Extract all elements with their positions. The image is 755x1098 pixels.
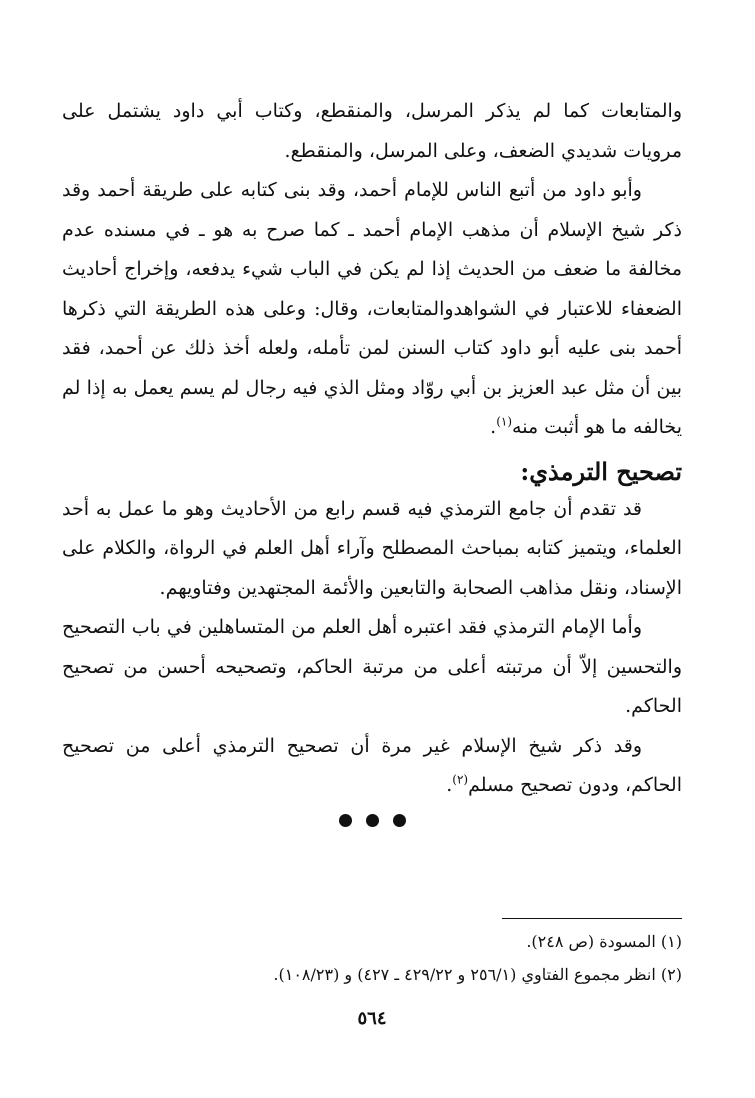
- page-number: ٥٦٤: [357, 1008, 387, 1029]
- separator-dot: [339, 814, 352, 827]
- footnote-2: (٢) انظر مجموع الفتاوي (٢٥٦/١ و ٤٢٩/٢٢ ـ ٤٢٧) و (١٠٨/٢٣).: [273, 965, 682, 984]
- footnote-divider: [502, 918, 682, 919]
- separator-dot: [393, 814, 406, 827]
- paragraph-tirmidhi-intro: قد تقدم أن جامع الترمذي فيه قسم رابع من الأحاديث وهو ما عمل به أحد العلماء، ويتميز كتابه بمباحث المصطلح وآراء أهل العلم في الرواة، والكلام على الإسناد، ونقل مذاهب الصحابة والتابعين والأئمة المجتهدين وفتاويهم.: [62, 497, 682, 599]
- footnote-1: (١) المسودة (ص ٢٤٨).: [526, 932, 682, 951]
- footnote-reference-1[interactable]: (١): [496, 414, 513, 429]
- footnote-reference-2[interactable]: (٢): [452, 772, 469, 787]
- book-page: [62, 92, 682, 1092]
- paragraph-tirmidhi-hakim: [62, 727, 682, 806]
- section-heading: تصحيح الترمذي:: [520, 456, 682, 486]
- footnotes: [62, 925, 682, 991]
- paragraph-tirmidhi-hakim-text: وقد ذكر شيخ الإسلام غير مرة أن تصحيح الترمذي أعلى من تصحيح الحاكم، ودون تصحيح مسلم: [62, 734, 682, 796]
- paragraph-tirmidhi-hakim-end: .: [446, 774, 453, 796]
- paragraph-abu-dawud-text: وأبو داود من أتبع الناس للإمام أحمد، وقد بنى كتابه على طريقة أحمد وقد ذكر شيخ الإسلام أن مذهب الإمام أحمد ـ كما صرح به هو ـ في مسنده عدم مخالفة ما ضعف من الحديث إذا لم يكن في الباب شيء يدفعه، وإخراج أحاديث الضعفاء للاعتبار في الشواهدوالمتابعات، وقال: وعلى هذه الطريقة التي ذكرها أحمد بنى عليه أبو داود كتاب السنن لمن تأمله، ولعله أخذ ذلك عن أحمد، فقد بين أن مثل عبد العزيز بن أبي روّاد ومثل الذي فيه رجال لم يسم يعمل به إذا لم يخالفه ما هو أثبت منه: [62, 179, 682, 438]
- paragraph-abu-dawud-end: .: [490, 416, 497, 438]
- separator-dot: [366, 814, 379, 827]
- paragraph-continuation: والمتابعات كما لم يذكر المرسل، والمنقطع، وكتاب أبي داود يشتمل على مرويات شديدي الضعف، وعلى المرسل، والمنقطع.: [62, 100, 682, 162]
- section-separator: [62, 812, 682, 842]
- paragraph-abu-dawud: [62, 171, 682, 448]
- paragraph-tirmidhi-rank: وأما الإمام الترمذي فقد اعتبره أهل العلم من المتساهلين في باب التصحيح والتحسين إلاّ أن مرتبته أعلى من مرتبة الحاكم، وتصحيحه أحسن من تصحيح الحاكم.: [62, 616, 682, 717]
